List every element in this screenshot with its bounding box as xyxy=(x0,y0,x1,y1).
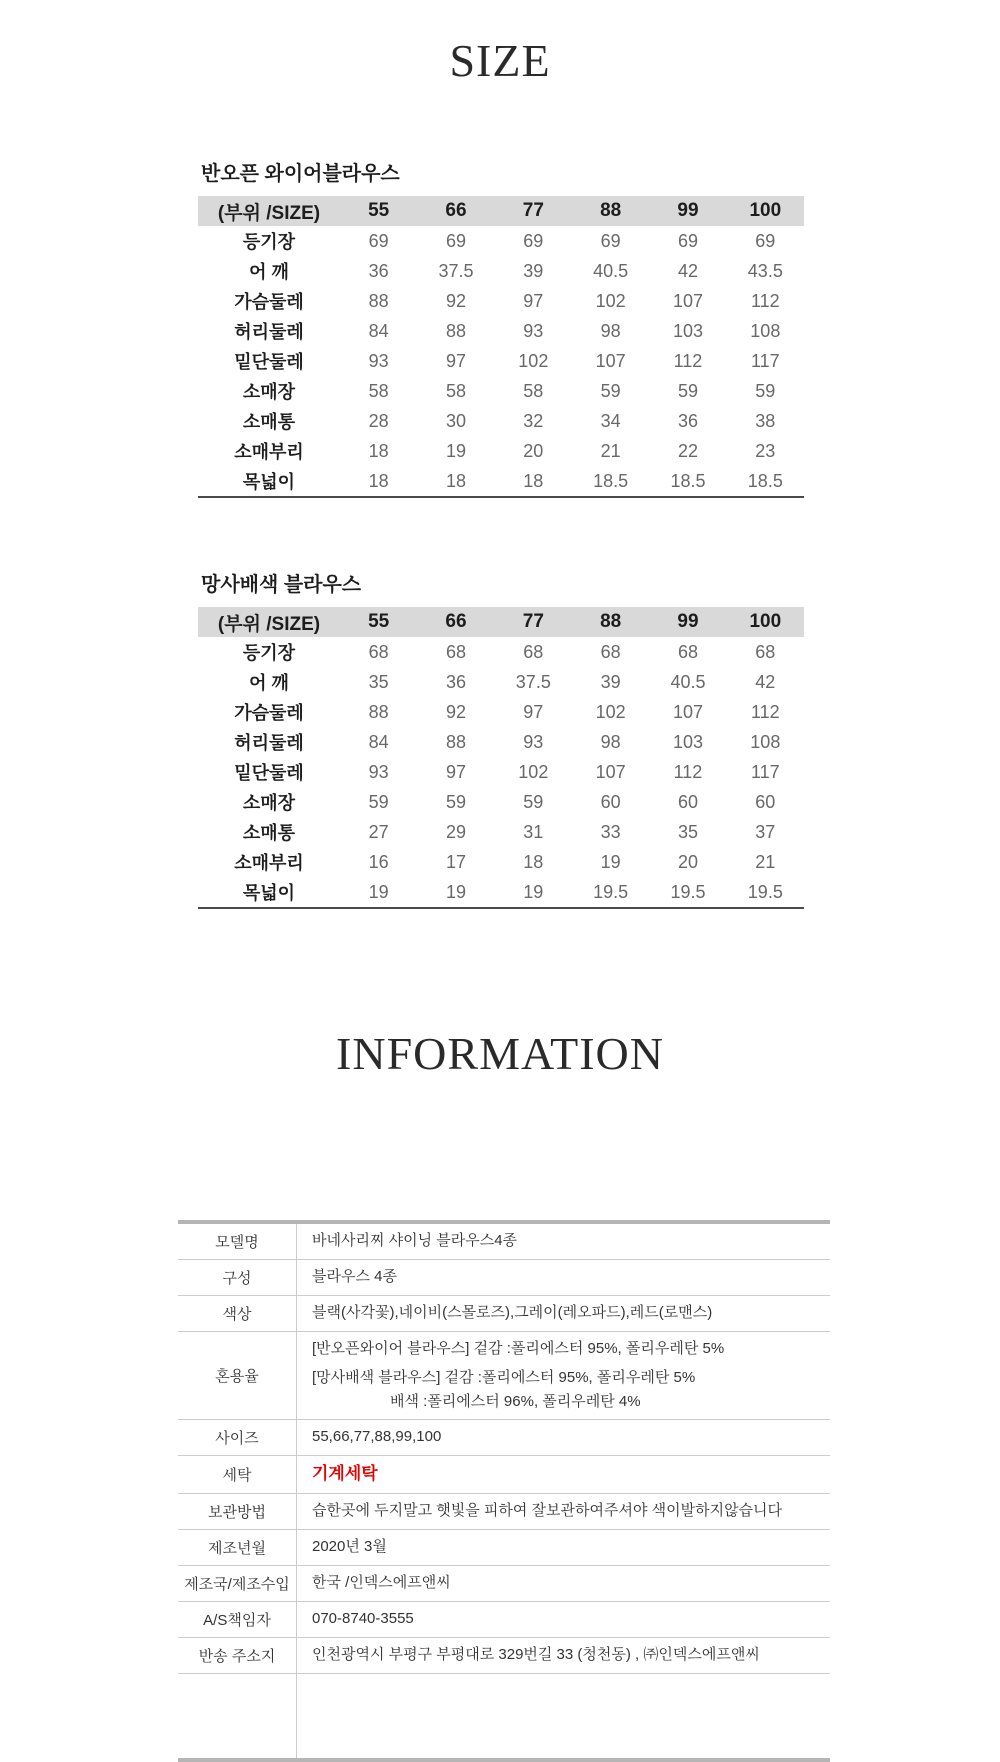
measurement-value: 69 xyxy=(445,230,466,251)
measurement-value: 18 xyxy=(368,440,389,461)
info-row-label: 혼용율 xyxy=(215,1367,259,1385)
measurement-value: 37.5 xyxy=(515,671,551,692)
measurement-value: 40.5 xyxy=(593,260,629,281)
measurement-value: 20 xyxy=(677,851,698,872)
measurement-value: 18 xyxy=(523,470,544,491)
measurement-value: 21 xyxy=(600,440,621,461)
measurement-value: 97 xyxy=(523,701,544,722)
size-header-part-label: (부위 /SIZE) xyxy=(217,202,321,224)
info-row-fabric-mix xyxy=(178,1332,830,1420)
measurement-value: 40.5 xyxy=(670,671,706,692)
measurement-value: 68 xyxy=(755,641,776,662)
measurement-value: 102 xyxy=(518,350,549,371)
size-table-row xyxy=(198,637,804,667)
measurement-value: 33 xyxy=(600,821,621,842)
info-row-value xyxy=(296,1332,830,1419)
info-row-label xyxy=(178,1674,296,1758)
size-table-header-row xyxy=(198,607,804,637)
measurement-value: 68 xyxy=(677,641,698,662)
info-row-label: 제조년월 xyxy=(208,1539,266,1557)
size-table-row xyxy=(198,667,804,697)
measurement-value: 60 xyxy=(677,791,698,812)
size-table-row xyxy=(198,376,804,406)
measurement-value: 69 xyxy=(677,230,698,251)
measurement-value: 112 xyxy=(673,761,703,782)
measurement-label: 허리둘레 xyxy=(234,322,304,342)
info-row-label: 보관방법 xyxy=(208,1503,266,1521)
measurement-value: 37.5 xyxy=(438,260,474,281)
measurement-value: 112 xyxy=(750,701,780,722)
measurement-value: 107 xyxy=(595,761,626,782)
size-table-row xyxy=(198,436,804,466)
measurement-value: 28 xyxy=(368,410,389,431)
measurement-value: 88 xyxy=(445,731,466,752)
size-table-row xyxy=(198,406,804,436)
size-table-row xyxy=(198,787,804,817)
measurement-value: 59 xyxy=(755,380,776,401)
measurement-label: 등기장 xyxy=(242,232,296,252)
measurement-label: 가슴둘레 xyxy=(234,292,304,312)
size-tables-container xyxy=(0,157,1000,909)
info-row-empty xyxy=(178,1674,830,1758)
info-row-label: 반송 주소지 xyxy=(198,1647,276,1665)
measurement-label: 소매부리 xyxy=(234,442,304,462)
measurement-value: 59 xyxy=(523,791,544,812)
measurement-value: 21 xyxy=(755,851,776,872)
measurement-value: 107 xyxy=(595,350,626,371)
measurement-value: 102 xyxy=(518,761,549,782)
measurement-label: 등기장 xyxy=(242,643,296,663)
info-row-as-contact xyxy=(178,1602,830,1638)
measurement-value: 97 xyxy=(523,290,544,311)
size-header-size-55: 55 xyxy=(368,611,390,632)
measurement-value: 58 xyxy=(523,380,544,401)
info-row-origin-importer xyxy=(178,1566,830,1602)
info-row-value: 55,66,77,88,99,100 xyxy=(296,1420,830,1455)
measurement-value: 20 xyxy=(523,440,544,461)
info-row-label: 모델명 xyxy=(215,1234,259,1251)
size-table-row xyxy=(198,226,804,256)
size-header-size-77: 77 xyxy=(522,611,544,632)
size-section-heading: SIZE xyxy=(449,35,551,86)
measurement-value: 93 xyxy=(523,320,544,341)
info-row-value: 인천광역시 부평구 부평대로 329번길 33 (청천동) , ㈜인덱스에프앤씨 xyxy=(296,1638,830,1673)
measurement-label: 소매장 xyxy=(242,793,296,813)
measurement-value: 93 xyxy=(368,350,389,371)
measurement-value: 69 xyxy=(755,230,776,251)
info-row-value: 블라우스 4종 xyxy=(296,1260,830,1295)
measurement-value: 19 xyxy=(523,881,544,902)
measurement-value: 29 xyxy=(445,821,466,842)
measurement-label: 밑단둘레 xyxy=(234,352,304,372)
size-table-title: 망사배색 블라우스 xyxy=(201,574,362,596)
measurement-label: 목넓이 xyxy=(242,472,296,492)
info-row-label: 사이즈 xyxy=(215,1429,259,1447)
measurement-value: 97 xyxy=(445,761,466,782)
measurement-value: 18.5 xyxy=(670,470,706,491)
measurement-label: 어 깨 xyxy=(249,673,289,693)
measurement-value: 18 xyxy=(445,470,466,491)
size-table-row xyxy=(198,256,804,286)
measurement-value: 60 xyxy=(755,791,776,812)
measurement-value: 112 xyxy=(673,350,703,371)
measurement-value: 112 xyxy=(750,290,780,311)
measurement-value: 35 xyxy=(368,671,389,692)
size-table-row xyxy=(198,847,804,877)
measurement-value: 93 xyxy=(368,761,389,782)
measurement-label: 소매통 xyxy=(242,823,296,843)
measurement-label: 소매장 xyxy=(242,382,296,402)
measurement-value: 19.5 xyxy=(670,881,706,902)
measurement-value: 18 xyxy=(368,470,389,491)
size-header-size-99: 99 xyxy=(677,611,699,632)
measurement-value: 19 xyxy=(600,851,621,872)
size-table xyxy=(198,607,804,909)
measurement-value: 69 xyxy=(523,230,544,251)
size-table-row xyxy=(198,316,804,346)
measurement-value: 107 xyxy=(672,290,703,311)
measurement-value: 19 xyxy=(445,881,466,902)
measurement-value: 37 xyxy=(755,821,776,842)
measurement-value: 102 xyxy=(595,290,626,311)
size-table-row xyxy=(198,286,804,316)
measurement-value: 59 xyxy=(677,380,698,401)
info-row-label: 색상 xyxy=(222,1306,252,1323)
measurement-label: 소매통 xyxy=(242,412,296,432)
measurement-value: 43.5 xyxy=(747,260,783,281)
measurement-value: 93 xyxy=(523,731,544,752)
measurement-value: 98 xyxy=(600,731,621,752)
measurement-value: 69 xyxy=(368,230,389,251)
measurement-value: 59 xyxy=(445,791,466,812)
info-row-size-range xyxy=(178,1420,830,1456)
size-table-row xyxy=(198,877,804,908)
info-value-line: [반오픈와이어 블라우스] 겉감 :폴리에스터 95%, 폴리우레탄 5% xyxy=(312,1340,725,1357)
measurement-value: 69 xyxy=(600,230,621,251)
measurement-value: 84 xyxy=(368,320,389,341)
measurement-value: 18 xyxy=(523,851,544,872)
measurement-value: 36 xyxy=(445,671,466,692)
measurement-value: 68 xyxy=(600,641,621,662)
measurement-value: 108 xyxy=(750,320,781,341)
measurement-value: 35 xyxy=(677,821,698,842)
measurement-value: 59 xyxy=(368,791,389,812)
info-row-label: 제조국/제조수입 xyxy=(184,1575,290,1593)
measurement-value: 68 xyxy=(368,641,389,662)
info-row-value: 2020년 3월 xyxy=(296,1530,830,1565)
measurement-label: 허리둘레 xyxy=(234,733,304,753)
measurement-label: 소매부리 xyxy=(234,853,304,873)
info-row-label: 세탁 xyxy=(222,1466,252,1484)
measurement-value: 88 xyxy=(368,701,389,722)
info-row-value: 블랙(사각꽃),네이비(스몰로즈),그레이(레오파드),레드(로맨스) xyxy=(296,1296,830,1331)
info-row-value xyxy=(296,1674,830,1758)
measurement-value: 97 xyxy=(445,350,466,371)
measurement-value: 19.5 xyxy=(747,881,783,902)
product-info-table xyxy=(178,1220,830,1762)
measurement-value: 42 xyxy=(677,260,698,281)
measurement-value: 68 xyxy=(523,641,544,662)
info-row-color xyxy=(178,1296,830,1332)
info-row-value: 한국 /인덱스에프앤씨 xyxy=(296,1566,830,1601)
measurement-value: 42 xyxy=(755,671,776,692)
measurement-value: 103 xyxy=(672,731,703,752)
measurement-value: 31 xyxy=(523,821,544,842)
measurement-value: 19 xyxy=(445,440,466,461)
size-table-row xyxy=(198,727,804,757)
measurement-value: 107 xyxy=(672,701,703,722)
info-row-value: 바네사리찌 샤이닝 블라우스4종 xyxy=(296,1224,830,1259)
info-row-manufacture-date xyxy=(178,1530,830,1566)
info-row-composition xyxy=(178,1260,830,1296)
info-row-value: 습한곳에 두지말고 햇빛을 피하여 잘보관하여주셔야 색이발하지않습니다 xyxy=(296,1494,830,1529)
size-table-row xyxy=(198,466,804,497)
information-section-heading: INFORMATION xyxy=(336,1028,664,1079)
measurement-value: 23 xyxy=(755,440,776,461)
measurement-label: 가슴둘레 xyxy=(234,703,304,723)
measurement-value: 38 xyxy=(755,410,776,431)
size-header-size-88: 88 xyxy=(600,200,622,221)
measurement-value: 36 xyxy=(677,410,698,431)
measurement-value: 30 xyxy=(445,410,466,431)
measurement-value: 68 xyxy=(445,641,466,662)
info-row-washing xyxy=(178,1456,830,1494)
size-header-size-66: 66 xyxy=(445,611,467,632)
measurement-value: 117 xyxy=(750,350,780,371)
measurement-value: 39 xyxy=(523,260,544,281)
measurement-value: 19 xyxy=(368,881,389,902)
measurement-value: 60 xyxy=(600,791,621,812)
measurement-value: 98 xyxy=(600,320,621,341)
info-row-model-name xyxy=(178,1224,830,1260)
measurement-value: 18.5 xyxy=(593,470,629,491)
measurement-label: 목넓이 xyxy=(242,883,296,903)
size-table-row xyxy=(198,697,804,727)
info-row-label: 구성 xyxy=(222,1270,252,1287)
measurement-label: 밑단둘레 xyxy=(234,763,304,783)
size-table-block xyxy=(198,568,804,909)
measurement-value: 36 xyxy=(368,260,389,281)
size-header-size-77: 77 xyxy=(522,200,544,221)
measurement-value: 117 xyxy=(750,761,780,782)
info-value-line: 배색 :폴리에스터 96%, 폴리우레탄 4% xyxy=(390,1392,641,1410)
size-table-row xyxy=(198,346,804,376)
size-header-size-66: 66 xyxy=(445,200,467,221)
info-row-return-address xyxy=(178,1638,830,1674)
measurement-value: 18.5 xyxy=(747,470,783,491)
info-row-value: 기계세탁 xyxy=(296,1456,830,1493)
size-header-part-label: (부위 /SIZE) xyxy=(217,613,321,635)
size-table-row xyxy=(198,817,804,847)
size-header-size-55: 55 xyxy=(368,200,390,221)
measurement-value: 88 xyxy=(368,290,389,311)
size-table-row xyxy=(198,757,804,787)
measurement-value: 92 xyxy=(445,701,466,722)
measurement-value: 19.5 xyxy=(593,881,629,902)
size-table-title: 반오픈 와이어블라우스 xyxy=(201,163,400,185)
measurement-value: 17 xyxy=(445,851,466,872)
measurement-value: 59 xyxy=(600,380,621,401)
measurement-label: 어 깨 xyxy=(249,262,289,282)
measurement-value: 16 xyxy=(368,851,389,872)
info-row-value: 070-8740-3555 xyxy=(296,1602,830,1637)
size-header-size-99: 99 xyxy=(677,200,699,221)
measurement-value: 58 xyxy=(368,380,389,401)
measurement-value: 22 xyxy=(677,440,698,461)
measurement-value: 39 xyxy=(600,671,621,692)
size-header-size-88: 88 xyxy=(600,611,622,632)
measurement-value: 92 xyxy=(445,290,466,311)
measurement-value: 84 xyxy=(368,731,389,752)
measurement-value: 34 xyxy=(600,410,621,431)
measurement-value: 102 xyxy=(595,701,626,722)
info-row-storage xyxy=(178,1494,830,1530)
measurement-value: 108 xyxy=(750,731,781,752)
size-table-block xyxy=(198,157,804,498)
measurement-value: 32 xyxy=(523,410,544,431)
info-row-label: A/S책임자 xyxy=(203,1611,271,1629)
measurement-value: 103 xyxy=(672,320,703,341)
info-value-line: [망사배색 블라우스] 겉감 :폴리에스터 95%, 폴리우레탄 5% xyxy=(312,1369,696,1387)
measurement-value: 58 xyxy=(445,380,466,401)
size-header-size-100: 100 xyxy=(749,200,782,221)
measurement-value: 27 xyxy=(368,821,389,842)
size-table xyxy=(198,196,804,498)
measurement-value: 88 xyxy=(445,320,466,341)
size-header-size-100: 100 xyxy=(749,611,782,632)
size-table-header-row xyxy=(198,196,804,226)
